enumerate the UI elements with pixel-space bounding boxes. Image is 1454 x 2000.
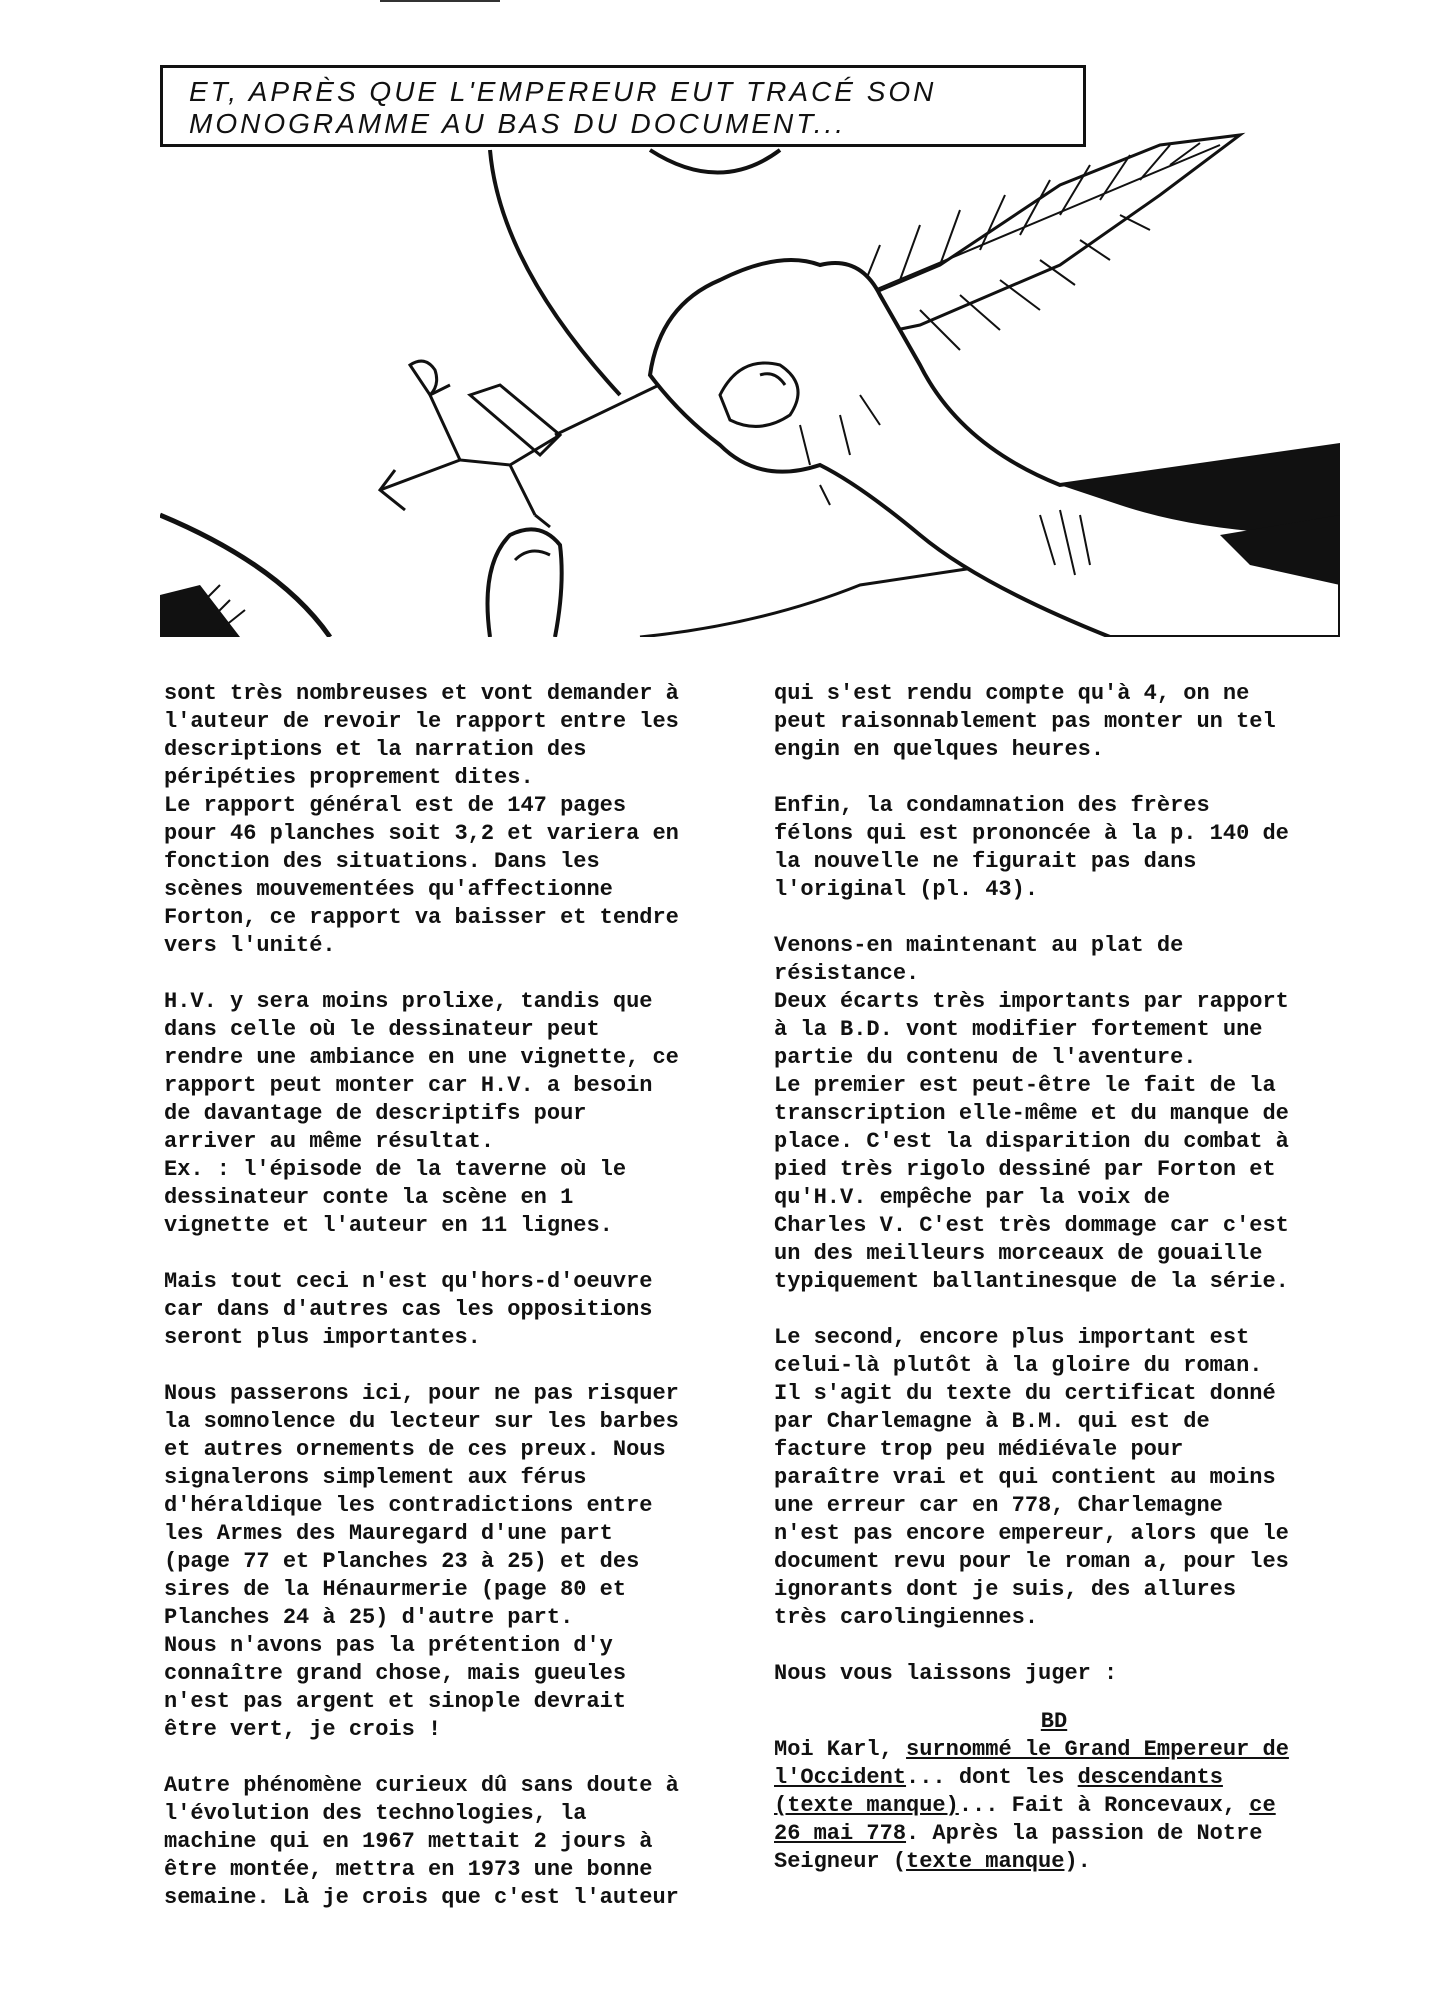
paragraph [164,1772,724,1912]
text-line: un des meilleurs morceaux de gouaille [774,1241,1263,1266]
text-line: félons qui est prononcée à la p. 140 de [774,821,1289,846]
text-line: être vert, je crois ! [164,1717,442,1742]
text-line: semaine. Là je crois que c'est l'auteur [164,1885,679,1910]
text-line: Nous vous laissons juger : [774,1661,1118,1686]
text-line: (page 77 et Planches 23 à 25) et des [164,1549,640,1574]
text-line: celui-là plutôt à la gloire du roman. [774,1353,1263,1378]
text-line: une erreur car en 778, Charlemagne [774,1493,1223,1518]
paragraph [164,680,724,960]
text-line: être montée, mettra en 1973 une bonne [164,1857,653,1882]
text-line: typiquement ballantinesque de la série. [774,1269,1289,1294]
text-line: descriptions et la narration des [164,737,587,762]
text-line: par Charlemagne à B.M. qui est de [774,1409,1210,1434]
text-line: Le second, encore plus important est [774,1325,1250,1350]
text-line: signalerons simplement aux férus [164,1465,587,1490]
text-line: Le rapport général est de 147 pages [164,793,627,818]
caption-line-1: ET, APRÈS QUE L'EMPEREUR EUT TRACÉ SON [189,76,937,107]
paragraph [774,1324,1334,1632]
text-line: engin en quelques heures. [774,737,1105,762]
text-line: résistance. [774,961,920,986]
text-line: vignette et l'auteur en 11 lignes. [164,1213,613,1238]
text-line: ignorants dont je suis, des allures [774,1577,1237,1602]
text-line: les Armes des Mauregard d'une part [164,1521,613,1546]
text-line: car dans d'autres cas les oppositions [164,1297,653,1322]
comic-illustration [160,65,1340,637]
bd-heading: BD [1040,1709,1068,1734]
text-line: d'héraldique les contradictions entre [164,1493,653,1518]
text-line: Enfin, la condamnation des frères [774,793,1210,818]
text-line: Mais tout ceci n'est qu'hors-d'oeuvre [164,1269,653,1294]
text-line: Nous passerons ici, pour ne pas risquer [164,1381,679,1406]
text-line: la somnolence du lecteur sur les barbes [164,1409,679,1434]
text-line: n'est pas encore empereur, alors que le [774,1521,1289,1546]
text-line: machine qui en 1967 mettait 2 jours à [164,1829,653,1854]
text-line: Forton, ce rapport va baisser et tendre [164,905,679,930]
text-line: qui s'est rendu compte qu'à 4, on ne [774,681,1250,706]
paragraph [164,1380,724,1744]
text-line: transcription elle-même et du manque de [774,1101,1289,1126]
left-column [164,680,724,1940]
writing-hand [650,260,1340,637]
text-line: peut raisonnablement pas monter un tel [774,709,1276,734]
bd-line: 26 mai 778. Après la passion de Notre [774,1821,1263,1846]
text-line: facture trop peu médiévale pour [774,1437,1184,1462]
text-line: Ex. : l'épisode de la taverne où le [164,1157,627,1182]
text-line: connaître grand chose, mais gueules [164,1661,627,1686]
right-column [774,680,1334,1716]
text-line: qu'H.V. empêche par la voix de [774,1185,1171,1210]
bd-line: Moi Karl, surnommé le Grand Empereur de [774,1737,1289,1762]
paragraph [774,792,1334,904]
text-line: Autre phénomène curieux dû sans doute à [164,1773,679,1798]
text-line: l'évolution des technologies, la [164,1801,587,1826]
top-rule [380,0,500,2]
text-line: Il s'agit du texte du certificat donné [774,1381,1276,1406]
text-line: H.V. y sera moins prolixe, tandis que [164,989,653,1014]
text-line: vers l'unité. [164,933,336,958]
paragraph [164,1268,724,1352]
text-line: partie du contenu de l'aventure. [774,1045,1197,1070]
text-line: la nouvelle ne figurait pas dans [774,849,1197,874]
text-line: Le premier est peut-être le fait de la [774,1073,1276,1098]
bd-line: l'Occident... dont les descendants [774,1765,1223,1790]
text-line: et autres ornements de ces preux. Nous [164,1437,666,1462]
bd-quote [774,1708,1334,1904]
text-line: pour 46 planches soit 3,2 et variera en [164,821,679,846]
text-line: seront plus importantes. [164,1325,481,1350]
text-line: document revu pour le roman a, pour les [774,1549,1289,1574]
text-line: Deux écarts très importants par rapport [774,989,1289,1014]
caption-box [160,65,1086,147]
bd-line: (texte manque)... Fait à Roncevaux, ce [774,1793,1276,1818]
text-line: fonction des situations. Dans les [164,849,600,874]
text-line: Nous n'avons pas la prétention d'y [164,1633,613,1658]
text-line: rendre une ambiance en une vignette, ce [164,1045,679,1070]
text-line: Charles V. C'est très dommage car c'est [774,1213,1289,1238]
text-line: place. C'est la disparition du combat à [774,1129,1289,1154]
text-line: arriver au même résultat. [164,1129,495,1154]
text-line: n'est pas argent et sinople devrait [164,1689,627,1714]
paragraph [164,988,724,1240]
text-line: l'auteur de revoir le rapport entre les [164,709,679,734]
paragraph [774,1660,1334,1688]
text-line: pied très rigolo dessiné par Forton et [774,1157,1276,1182]
text-line: Venons-en maintenant au plat de [774,933,1184,958]
caption-line-2: MONOGRAMME AU BAS DU DOCUMENT... [189,108,847,139]
text-line: péripéties proprement dites. [164,765,534,790]
text-line: sires de la Hénaurmerie (page 80 et [164,1577,627,1602]
text-line: de davantage de descriptifs pour [164,1101,587,1126]
paragraph [774,932,1334,1296]
text-line: à la B.D. vont modifier fortement une [774,1017,1263,1042]
paragraph [774,680,1334,764]
text-line: l'original (pl. 43). [774,877,1039,902]
text-line: paraître vrai et qui contient au moins [774,1465,1276,1490]
bd-line: Seigneur (texte manque). [774,1849,1091,1874]
monogram [380,361,560,527]
text-line: Planches 24 à 25) d'autre part. [164,1605,574,1630]
text-line: très carolingiennes. [774,1605,1039,1630]
text-line: sont très nombreuses et vont demander à [164,681,679,706]
text-line: rapport peut monter car H.V. a besoin [164,1073,653,1098]
text-line: scènes mouvementées qu'affectionne [164,877,613,902]
text-line: dessinateur conte la scène en 1 [164,1185,574,1210]
comic-panel [160,65,1340,637]
text-line: dans celle où le dessinateur peut [164,1017,600,1042]
